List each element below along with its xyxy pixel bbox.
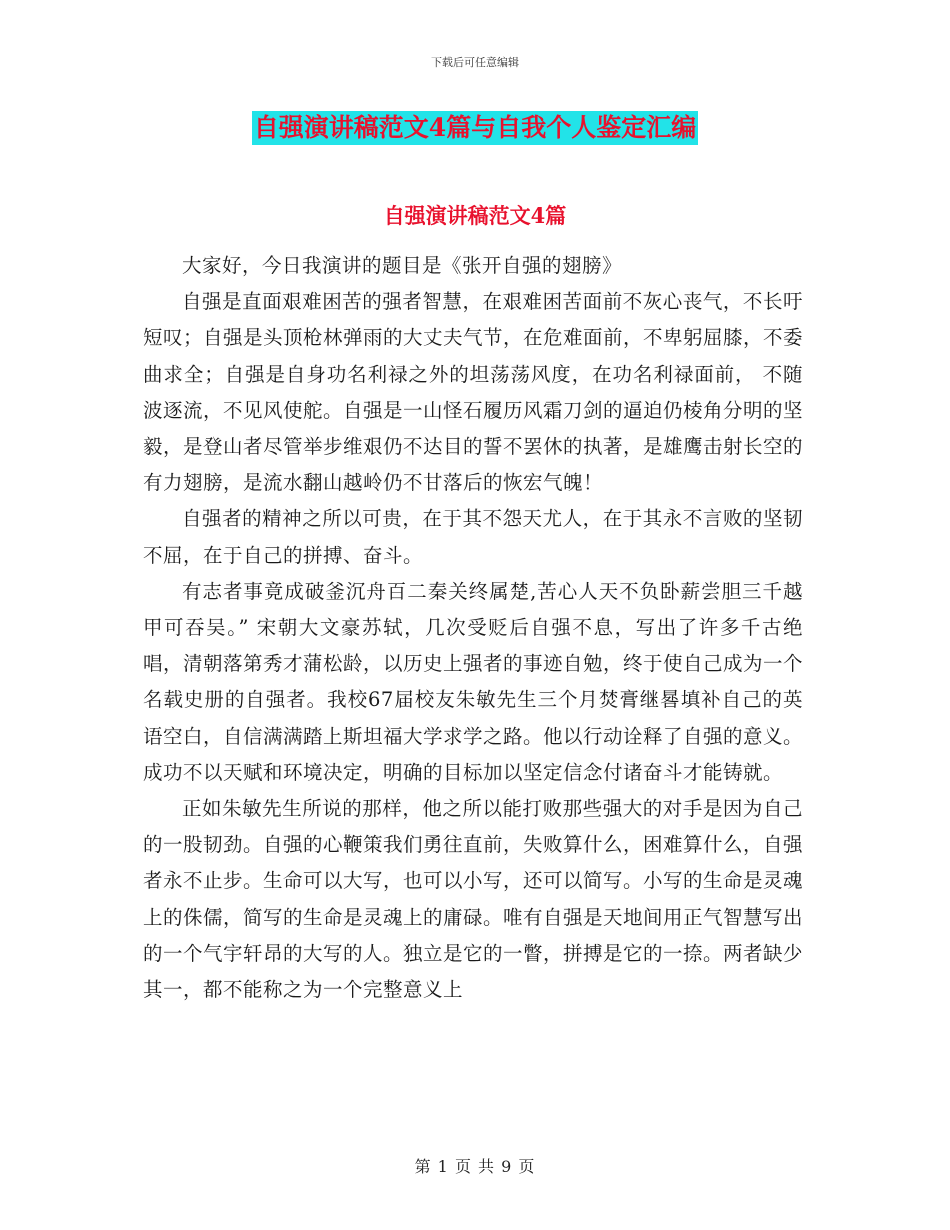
paragraph: 自强是直面艰难困苦的强者智慧，在艰难困苦面前不灰心丧气，不长吁短叹；自强是头顶枪林弹雨的大丈夫气节，在危难面前，不卑躬屈膝，不委曲求全；自强是自身功名利禄之外的坦荡荡风度，在功名利禄面前， 不随波逐流，不见风使舵。自强是一山怪石履历风霜刀剑的逼迫仍棱角分明的坚毅，是登山者尽管举步维艰仍不达目的誓不罢休的执著，是雄鹰击射长空的有力翅膀，是流水翻山越岭仍不甘落后的恢宏气魄！ [143, 290, 804, 495]
paragraph: 正如朱敏先生所说的那样，他之所以能打败那些强大的对手是因为自己的一股韧劲。自强的心鞭策我们勇往直前，失败算什么，困难算什么，自强者永不止步。生命可以大写，也可以小写，还可以简写。小写的生命是灵魂上的侏儒，简写的生命是灵魂上的庸碌。唯有自强是天地间用正气智慧写出的一个气宇轩昂的大写的人。独立是它的一瞥，拼搏是它的一捺。两者缺少其一，都不能称之为一个完整意义上 [143, 797, 804, 1002]
section-title: 自强演讲稿范文4篇 [383, 203, 567, 228]
paragraph: 自强者的精神之所以可贵，在于其不怨天尤人，在于其永不言败的坚韧不屈，在于自己的拼搏、奋斗。 [143, 507, 803, 567]
document-title [0, 111, 950, 145]
paragraph: 有志者事竟成破釜沉舟百二秦关终属楚,苦心人天不负卧薪尝胆三千越甲可吞吴。” 宋朝大文豪苏轼，几次受贬后自强不息，写出了许多千古绝唱，清朝落第秀才蒲松龄，以历史上强者的事迹自勉，终于使自己成为一个名载史册的自强者。我校67届校友朱敏先生三个月焚膏继晷填补自己的英语空白，自信满满踏上斯坦福大学求学之路。他以行动诠释了自强的意义。成功不以天赋和环境决定，明确的目标加以坚定信念付诸奋斗才能铸就。 [143, 579, 804, 784]
document-title-text: 自强演讲稿范文4篇与自我个人鉴定汇编 [252, 111, 698, 145]
page-number: 第 1 页 共 9 页 [414, 1157, 536, 1176]
document-body [143, 248, 803, 1008]
header-note: 下载后可任意编辑 [431, 56, 519, 69]
paragraph: 大家好，今日我演讲的题目是《张开自强的翅膀》 [182, 254, 623, 277]
